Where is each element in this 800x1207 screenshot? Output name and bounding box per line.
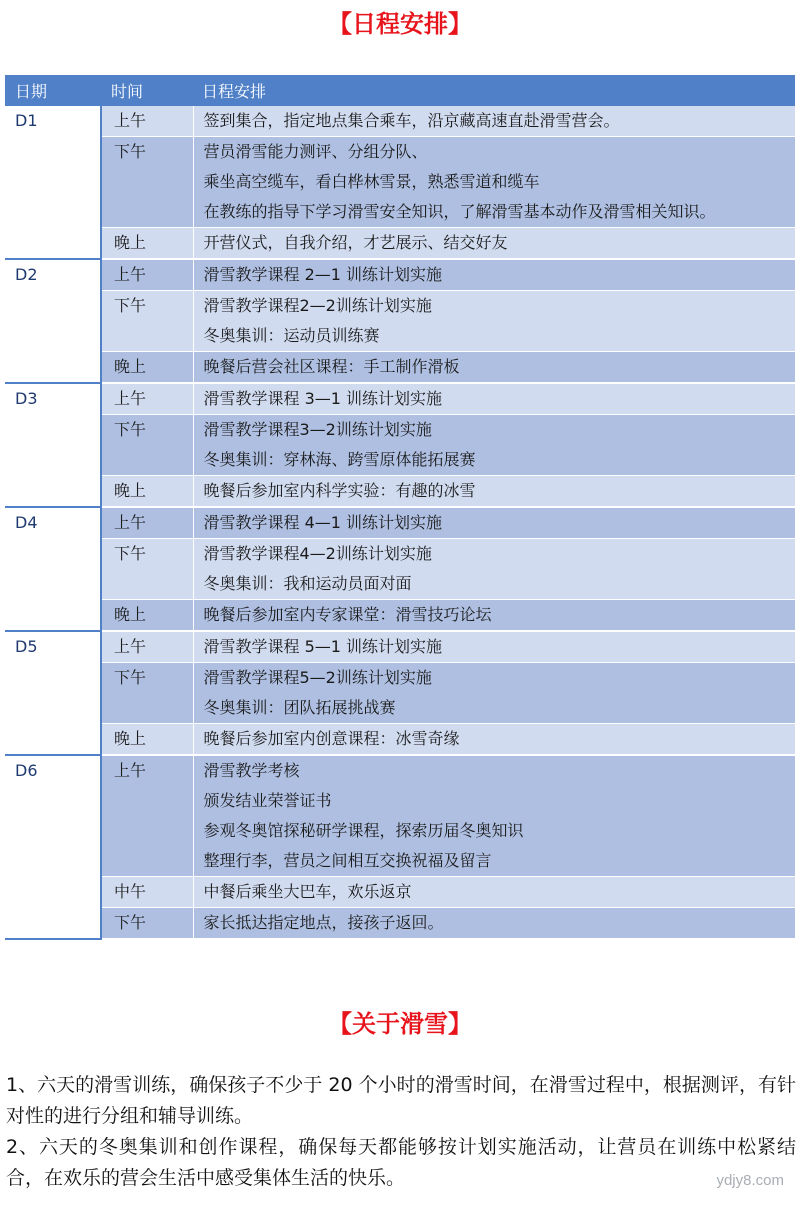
schedule-item: 滑雪教学课程2—2训练计划实施 [203, 296, 432, 315]
table-row [5, 724, 795, 756]
table-row [5, 507, 795, 539]
time-slot-label: 下午 [101, 908, 193, 940]
schedule-items-cell [193, 908, 795, 940]
schedule-body [5, 106, 795, 939]
table-row [5, 755, 795, 877]
schedule-items-cell [193, 507, 795, 539]
schedule-item: 滑雪教学课程4—2训练计划实施 [203, 544, 432, 563]
table-row [5, 415, 795, 476]
time-slot-label: 上午 [101, 631, 193, 663]
ski-paragraph-1: 1、六天的滑雪训练，确保孩子不少于 20 个小时的滑雪时间，在滑雪过程中，根据测评，有针对性的进行分组和辅导训练。 [6, 1074, 796, 1127]
schedule-table [5, 75, 795, 940]
schedule-item: 滑雪教学课程 3—1 训练计划实施 [203, 389, 443, 408]
time-slot-label: 上午 [101, 755, 193, 877]
schedule-items-cell [193, 877, 795, 908]
table-row [5, 663, 795, 724]
time-slot-label: 晚上 [101, 228, 193, 260]
schedule-items-cell [193, 600, 795, 632]
day-label: D6 [5, 755, 101, 939]
schedule-item: 签到集合，指定地点集合乘车，沿京藏高速直赴滑雪营会。 [203, 111, 620, 130]
table-row [5, 383, 795, 415]
schedule-items-cell [193, 228, 795, 260]
table-row [5, 259, 795, 291]
schedule-item: 乘坐高空缆车，看白桦林雪景，熟悉雪道和缆车 [203, 172, 540, 191]
schedule-item: 家长抵达指定地点，接孩子返回。 [203, 913, 444, 932]
time-slot-label: 上午 [101, 383, 193, 415]
time-slot-label: 下午 [101, 539, 193, 600]
ski-title: 【关于滑雪】 [328, 1010, 472, 1038]
schedule-items-cell [193, 352, 795, 384]
table-row [5, 600, 795, 632]
table-row [5, 631, 795, 663]
schedule-items-cell [193, 106, 795, 137]
day-label: D5 [5, 631, 101, 755]
schedule-item: 冬奥集训：运动员训练赛 [203, 326, 380, 345]
ski-description [6, 1070, 796, 1194]
schedule-item: 开营仪式，自我介绍，才艺展示、结交好友 [203, 233, 508, 252]
schedule-item: 滑雪教学课程 2—1 训练计划实施 [203, 265, 443, 284]
time-slot-label: 下午 [101, 415, 193, 476]
schedule-item: 参观冬奥馆探秘研学课程，探索历届冬奥知识 [203, 821, 524, 840]
schedule-items-cell [193, 755, 795, 877]
day-label: D2 [5, 259, 101, 383]
schedule-item: 晚餐后参加室内科学实验：有趣的冰雪 [203, 481, 476, 500]
header-date: 日期 [5, 75, 101, 106]
header-time: 时间 [101, 75, 193, 106]
table-row [5, 137, 795, 228]
schedule-item: 冬奥集训：团队拓展挑战赛 [203, 698, 396, 717]
schedule-items-cell [193, 415, 795, 476]
table-row [5, 291, 795, 352]
schedule-item: 滑雪教学课程 4—1 训练计划实施 [203, 513, 443, 532]
schedule-item: 营员滑雪能力测评、分组分队、 [203, 142, 428, 161]
schedule-item: 晚餐后参加室内专家课堂：滑雪技巧论坛 [203, 605, 492, 624]
schedule-item: 晚餐后参加室内创意课程：冰雪奇缘 [203, 729, 460, 748]
day-label: D3 [5, 383, 101, 507]
schedule-item: 整理行李，营员之间相互交换祝福及留言 [203, 851, 492, 870]
table-header-row [5, 75, 795, 106]
schedule-item: 冬奥集训：穿林海、跨雪原体能拓展赛 [203, 450, 476, 469]
time-slot-label: 下午 [101, 291, 193, 352]
table-row [5, 908, 795, 940]
table-row [5, 877, 795, 908]
site-watermark: ydjy8.com [716, 1172, 784, 1189]
schedule-item: 颁发结业荣誉证书 [203, 791, 332, 810]
schedule-item: 在教练的指导下学习滑雪安全知识，了解滑雪基本动作及滑雪相关知识。 [203, 202, 716, 221]
time-slot-label: 下午 [101, 663, 193, 724]
time-slot-label: 下午 [101, 137, 193, 228]
time-slot-label: 上午 [101, 507, 193, 539]
time-slot-label: 上午 [101, 106, 193, 137]
schedule-item: 冬奥集训：我和运动员面对面 [203, 574, 412, 593]
schedule-items-cell [193, 631, 795, 663]
time-slot-label: 上午 [101, 259, 193, 291]
schedule-item: 晚餐后营会社区课程：手工制作滑板 [203, 357, 460, 376]
day-label: D1 [5, 106, 101, 259]
time-slot-label: 晚上 [101, 600, 193, 632]
time-slot-label: 晚上 [101, 724, 193, 756]
schedule-item: 中餐后乘坐大巴车，欢乐返京 [203, 882, 412, 901]
schedule-item: 滑雪教学课程3—2训练计划实施 [203, 420, 432, 439]
schedule-items-cell [193, 291, 795, 352]
table-row [5, 352, 795, 384]
day-label: D4 [5, 507, 101, 631]
table-row [5, 476, 795, 508]
table-row [5, 228, 795, 260]
schedule-items-cell [193, 259, 795, 291]
table-row [5, 539, 795, 600]
schedule-items-cell [193, 724, 795, 756]
ski-paragraph-2: 2、六天的冬奥集训和创作课程，确保每天都能够按计划实施活动，让营员在训练中松紧结合，在欢乐的营会生活中感受集体生活的快乐。 [6, 1136, 796, 1189]
table-row [5, 106, 795, 137]
schedule-items-cell [193, 539, 795, 600]
schedule-items-cell [193, 663, 795, 724]
schedule-items-cell [193, 476, 795, 508]
schedule-title: 【日程安排】 [328, 10, 472, 38]
time-slot-label: 晚上 [101, 352, 193, 384]
schedule-items-cell [193, 383, 795, 415]
schedule-item: 滑雪教学课程5—2训练计划实施 [203, 668, 432, 687]
schedule-items-cell [193, 137, 795, 228]
schedule-item: 滑雪教学课程 5—1 训练计划实施 [203, 637, 443, 656]
time-slot-label: 晚上 [101, 476, 193, 508]
schedule-item: 滑雪教学考核 [203, 761, 300, 780]
time-slot-label: 中午 [101, 877, 193, 908]
header-schedule: 日程安排 [193, 75, 795, 106]
